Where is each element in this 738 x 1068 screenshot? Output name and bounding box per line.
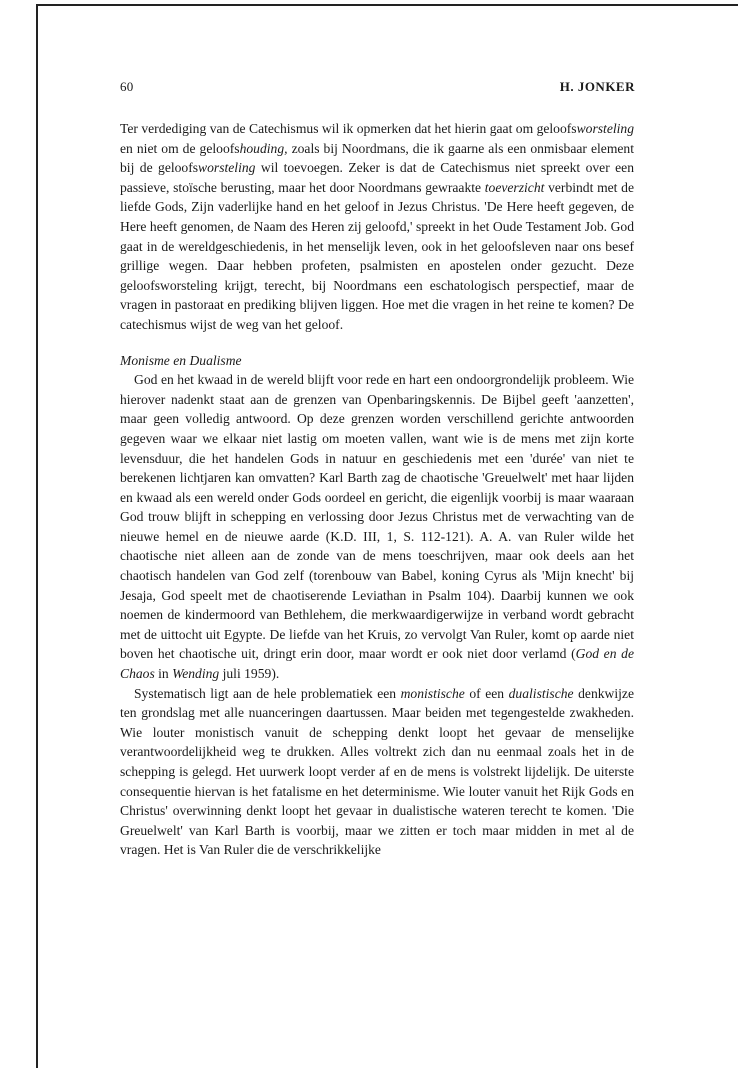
paragraph-1: Ter verdediging van de Catechismus wil ik opmerken dat het hierin gaat om geloofsworsteling en niet om de geloofshouding, zoals bij Noordmans, die ik gaarne als een onmisbaar element bij de geloofsworsteling wil toevoegen. Zeker is dat de Catechismus niet spreekt over een passieve, stoïsche berusting, maar het door Noordmans gewraakte toeverzicht verbindt met de liefde Gods, Zijn vaderlijke hand en het geloof in Jezus Christus. 'De Here heeft gegeven, de Here heeft genomen, de Naam des Heren zij geloofd,' spreekt in het Oude Testament Job. God gaat in de wereldgeschiedenis, in het menselijk leven, ook in het geloofsleven naar ons besef grillige wegen. Daar hebben profeten, psalmisten en apostelen onder gezucht. Deze geloofsworsteling krijgt, terecht, bij Noordmans een eschatologisch perspectief, maar de vragen in pastoraat en prediking blijven liggen. Hoe met die vragen in het reine te komen? De catechismus wijst de weg van het geloof. [120,121,635,332]
running-head-author: H. JONKER [559,79,635,94]
paragraph-3: Systematisch ligt aan de hele problematiek een monistische of een dualistische denkwijze ten grondslag met alle nuanceringen daartussen. Maar beiden met tegengestelde zwakheden. Wie louter monistisch vanuit de schepping denkt loopt het gevaar de menselijke verantwoordelijkheid weg te drukken. Alles voltrekt zich dan nu eenmaal zoals het in de schepping is gelegd. Het uurwerk loopt verder af en de mens is volstrekt lijdelijk. De uiterste consequentie hiervan is het fatalisme en het determinisme. Wie louter vanuit het Rijk Gods en Christus' overwinning denkt loopt het gevaar in dualistische wateren terecht te komen. 'Die Greuelwelt' van Karl Barth is voorbij, maar we zitten er toch maar midden in met al de vragen. Het is Van Ruler die de verschrikkelijke [120,685,634,858]
paragraph-2: God en het kwaad in de wereld blijft voor rede en hart een ondoorgrondelijk probleem. Wie hierover nadenkt staat aan de grenzen van Openbaringskennis. De Bijbel geeft 'aanzetten', maar geen volledig antwoord. Op deze grenzen worden verschillend gerichte antwoorden gegeven waar we elkaar niet lastig om moeten vallen, want wie is de mens met zijn korte levensduur, die het handelen Gods in natuur en geschiedenis met een 'durée' van niet te berekenen lichtjaren kan omvatten? Karl Barth zag de chaotische 'Greuelwelt' met haar lijden en kwaad als een wereld onder Gods oordeel en gericht, die eigenlijk voorbij is maar waaraan God trouw blijft in schepping en verlossing door Jezus Christus met de verwachting van de nieuwe hemel en de nieuwe aarde (K.D. III, 1, S. 112-121). A. A. van Ruler wilde het chaotische niet alleen aan de zonde van de mens toeschrijven, maar ook deels aan het chaotisch handelen van God zelf (torenbouw van Babel, koning Cyrus als 'Mijn knecht' bij Jesaja, God speelt met de chaotiserende Leviathan in Psalm 104). Daarbij kunnen we ook noemen de kindermoord van Bethlehem, die merkwaardigerwijze in verband wordt gebracht met de uittocht uit Egypte. De liefde van het Kruis, zo vervolgt Van Ruler, komt op aarde niet boven het chaotische uit, dringt erin door, maar wordt er ook niet door verlamd (God en de Chaos in Wending juli 1959). [120,372,634,682]
page [120,0,640,1068]
section-heading: Monisme en Dualisme [120,352,242,368]
scan-border-left [36,4,38,1068]
running-header [120,79,635,99]
body-text [120,119,634,860]
page-number: 60 [120,79,134,94]
